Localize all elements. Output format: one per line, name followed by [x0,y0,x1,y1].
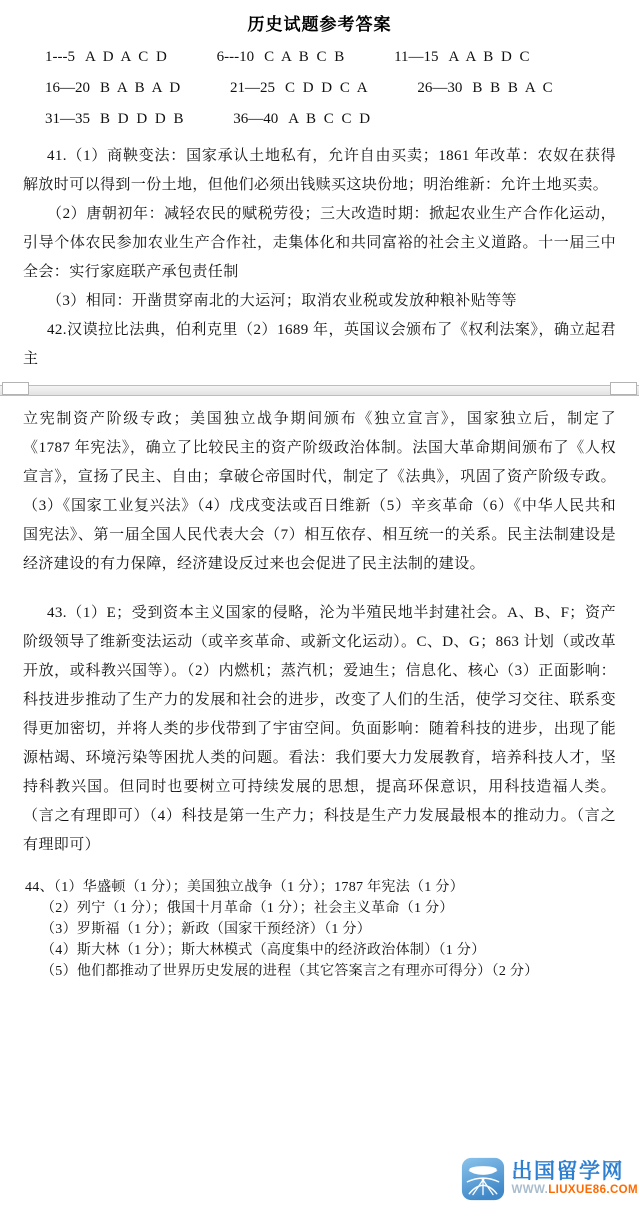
answer-group [45,111,186,128]
answer-group [217,49,347,66]
site-url-domain: LIUXUE86.COM [548,1184,638,1197]
answer-row [45,80,616,97]
answer-row [45,49,616,66]
answer-letters: A D A C D [85,49,169,65]
liuxue86-watermark-logo[interactable] [461,1157,638,1201]
liuxue86-logo-icon [461,1157,505,1201]
answer-range: 1---5 [45,49,75,65]
site-name: 出国留学网 [511,1160,624,1184]
answer-group [394,49,531,66]
answer-group [45,80,182,97]
answer-letters: A A B D C [448,49,532,65]
answer-letters: B A B A D [100,80,183,96]
answer-group [233,111,372,128]
site-url [511,1185,638,1197]
answer-range: 21—25 [229,80,275,96]
question-44-line: （3）罗斯福（1 分）；新政（国家干预经济）（1 分） [41,922,372,937]
answer-range: 16—20 [45,80,90,96]
answer-row [45,111,616,128]
answer-letters: C A B C B [264,49,347,65]
logo-text [511,1161,638,1197]
question-44-line: （5）他们都推动了世界历史发展的进程（其它答案言之有理亦可得分）（2 分） [41,964,539,979]
question-43: 43.（1）E；受到资本主义国家的侵略，沦为半殖民地半封建社会。A、B、F；资产阶级领导了维新变法运动（或辛亥革命、或新文化运动）。C、D、G；863 计划（或改革开放，或科教兴国等）。（2）内燃机；蒸汽机；爱迪生；信息化、核心（3）正面影响：科技进步推动了生产力的发展和社会的进步，改变了人们的生活，使学习交往、联系变得更加密切，并将人类的步伐带到了宇宙空间。负面影响：随着科技的进步，出现了能源枯竭、环境污染等困扰人类的问题。看法：我们要大力发展教育，培养科技人才，坚持科教兴国。但同时也要树立可持续发展的思想，提高环保意识，用科技造福人类。（言之有理即可）（4）科技是第一生产力；科技是生产力发展最根本的推动力。（言之有理即可） [23,605,616,853]
answer-range: 26—30 [417,80,463,96]
question-44 [23,877,616,982]
answer-group [417,80,554,97]
answer-group [45,49,169,66]
question-41-part3: （3）相同：开凿贯穿南北的大运河；取消农业税或发放种粮补贴等等 [47,293,517,309]
answer-letters: B B B A C [472,80,555,96]
question-41-part2: （2）唐朝初年：减轻农民的赋税劳役；三大改造时期：掀起农业生产合作化运动，引导个体农民参加农业生产合作社，走集体化和共同富裕的社会主义道路。十一届三中全会：实行家庭联产承包责任制 [23,206,616,280]
answer-range: 11—15 [394,49,439,65]
page-break-divider [0,385,639,396]
answer-letters: A B C C D [288,111,373,127]
question-41-part1: 41.（1）商鞅变法：国家承认土地私有，允许自由买卖；1861 年改革：农奴在获得解放时可以得到一份土地，但他们必须出钱赎买这块份地；明治维新：允许土地买卖。 [23,148,616,193]
page-title: 历史试题参考答案 [247,15,392,34]
page-corner-marker-right [610,382,637,395]
site-url-www: WWW. [511,1184,549,1197]
question-42-after-break: 立宪制资产阶级专政；美国独立战争期间颁布《独立宣言》，国家独立后，制定了《1787 年宪法》，确立了比较民主的资产阶级政治体制。法国大革命期间颁布了《人权宣言》，宣扬了民主、自由；拿破仑帝国时代，制定了《法典》，巩固了资产阶级专政。（3）《国家工业复兴法》（4）戊戌变法或百日维新（5）辛亥革命（6）《中华人民共和国宪法》、第一届全国人民代表大会（7）相互依存、相互统一的关系。民主法制建设是经济建设的有力保障，经济建设反过来也会促进了民主法制的建设。 [23,411,616,572]
answer-range: 36—40 [233,111,279,127]
answer-group [230,80,370,97]
question-44-line: （2）列宁（1 分）；俄国十月革命（1 分）；社会主义革命（1 分） [41,901,454,916]
question-44-line: （4）斯大林（1 分）；斯大林模式（高度集中的经济政治体制）（1 分） [41,943,486,958]
question-44-line: 44、（1）华盛顿（1 分）；美国独立战争（1 分）；1787 年宪法（1 分） [25,880,464,895]
answer-letters: C D D C A [284,80,370,96]
answer-range: 6---10 [216,49,255,65]
page-corner-marker-left [2,382,29,395]
question-42-before-break: 42.汉谟拉比法典，伯利克里（2）1689 年，英国议会颁布了《权利法案》，确立起君主 [23,322,616,367]
multiple-choice-answers [45,49,616,128]
answer-letters: B D D D B [100,111,186,127]
answer-range: 31—35 [45,111,90,127]
